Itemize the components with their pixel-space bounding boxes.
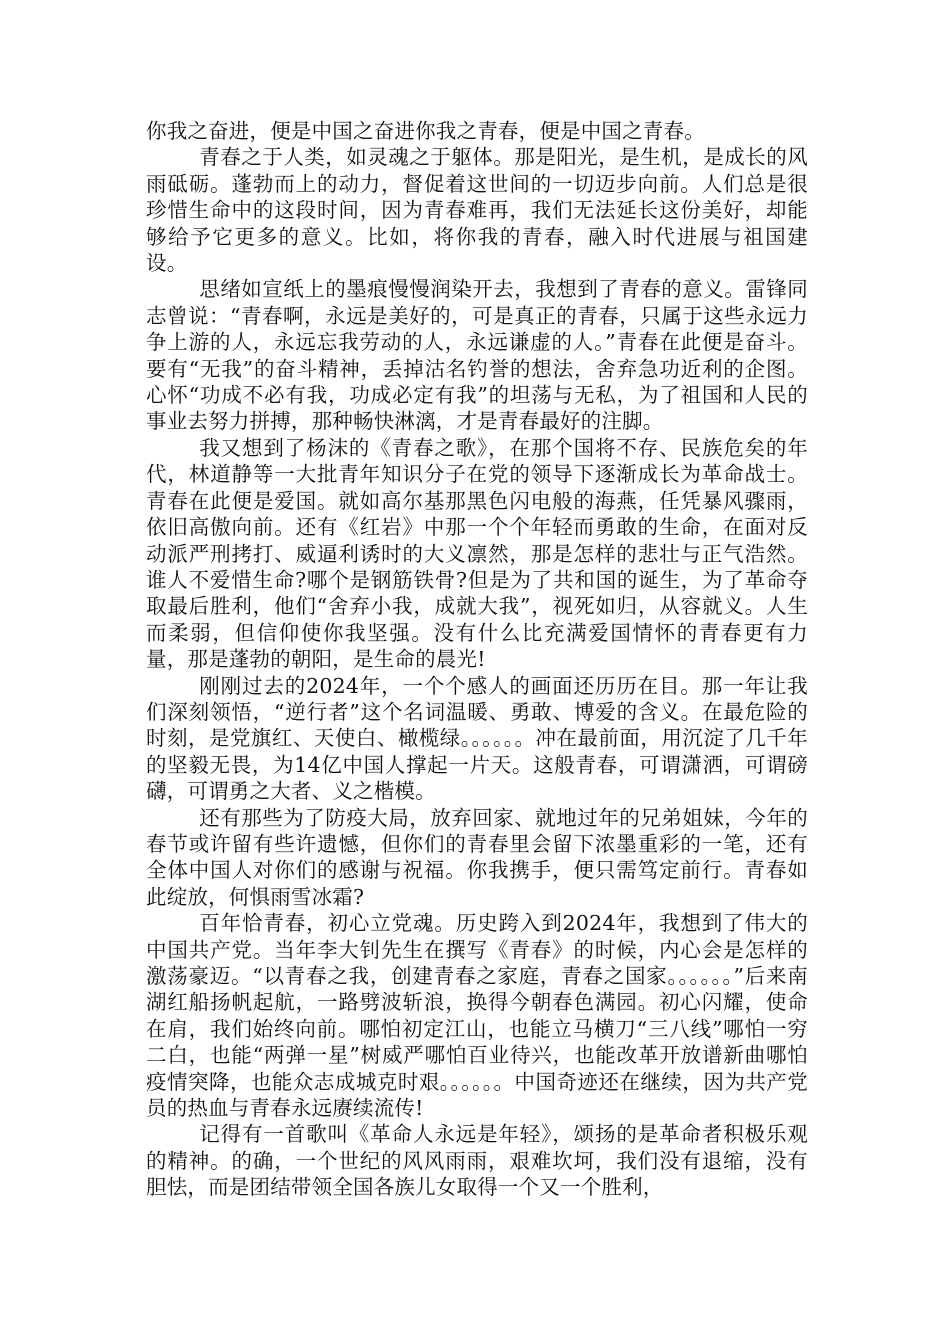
paragraph: 思绪如宣纸上的墨痕慢慢润染开去，我想到了青春的意义。雷锋同志曾说：“青春啊，永远是美好的，可是真正的青春，只属于这些永远力争上游的人，永远忘我劳动的人，永远谦虚的人。”青春在此便是奋斗。要有“无我”的奋斗精神，丢掉沽名钓誉的想法，舍弃急功近利的企图。心怀“功成不必有我，功成必定有我”的坦荡与无私，为了祖国和人民的事业去努力拼搏，那种畅快淋漓，才是青春最好的注脚。	[146, 277, 808, 434]
paragraph: 刚刚过去的2024年，一个个感人的画面还历历在目。那一年让我们深刻领悟，“逆行者”这个名词温暖、勇敢、博爱的含义。在最危险的时刻，是党旗红、天使白、橄榄绿。。。。。。冲在最前面，用沉淀了几千年的坚毅无畏，为14亿中国人撑起一片天。这般青春，可谓潇洒，可谓磅礴，可谓勇之大者、义之楷模。	[146, 673, 808, 804]
paragraph: 还有那些为了防疫大局，放弃回家、就地过年的兄弟姐妹，今年的春节或许留有些许遗憾，但你们的青春里会留下浓墨重彩的一笔，还有全体中国人对你们的感谢与祝福。你我携手，便只需笃定前行。青春如此绽放，何惧雨雪冰霜?	[146, 805, 808, 909]
paragraph: 我又想到了杨沫的《青春之歌》，在那个国将不存、民族危矣的年代，林道静等一大批青年知识分子在党的领导下逐渐成长为革命战士。青春在此便是爱国。就如高尔基那黑色闪电般的海燕，任凭暴风骤雨，依旧高傲向前。还有《红岩》中那一个个年轻而勇敢的生命，在面对反动派严刑拷打、威逼利诱时的大义凛然，那是怎样的悲壮与正气浩然。谁人不爱惜生命?哪个是钢筋铁骨?但是为了共和国的诞生，为了革命夺取最后胜利，他们“舍弃小我，成就大我”，视死如归，从容就义。人生而柔弱，但信仰使你我坚强。没有什么比充满爱国情怀的青春更有力量，那是蓬勃的朝阳，是生命的晨光!	[146, 435, 808, 672]
paragraph: 百年恰青春，初心立党魂。历史跨入到2024年，我想到了伟大的中国共产党。当年李大钊先生在撰写《青春》的时候，内心会是怎样的激荡豪迈。“以青春之我，创建青春之家庭，青春之国家。。。。。。”后来南湖红船扬帆起航，一路劈波斩浪，换得今朝春色满园。初心闪耀，使命在肩，我们始终向前。哪怕初定江山，也能立马横刀“三八线”哪怕一穷二白，也能“两弹一星”树威严哪怕百业待兴，也能改革开放谱新曲哪怕疫情突降，也能众志成城克时艰。。。。。。中国奇迹还在继续，因为共产党员的热血与青春永远赓续流传!	[146, 911, 808, 1121]
document-body	[146, 118, 808, 1201]
paragraph: 记得有一首歌叫《革命人永远是年轻》，颂扬的是革命者积极乐观的精神。的确，一个世纪的风风雨雨，艰难坎坷，我们没有退缩，没有胆怯，而是团结带领全国各族儿女取得一个又一个胜利，	[146, 1122, 808, 1200]
paragraph: 青春之于人类，如灵魂之于躯体。那是阳光，是生机，是成长的风雨砥砺。蓬勃而上的动力，督促着这世间的一切迈步向前。人们总是很珍惜生命中的这段时间，因为青春难再，我们无法延长这份美好，却能够给予它更多的意义。比如，将你我的青春，融入时代进展与祖国建设。	[146, 145, 808, 276]
paragraph: 你我之奋进，便是中国之奋进你我之青春，便是中国之青春。	[146, 119, 705, 143]
